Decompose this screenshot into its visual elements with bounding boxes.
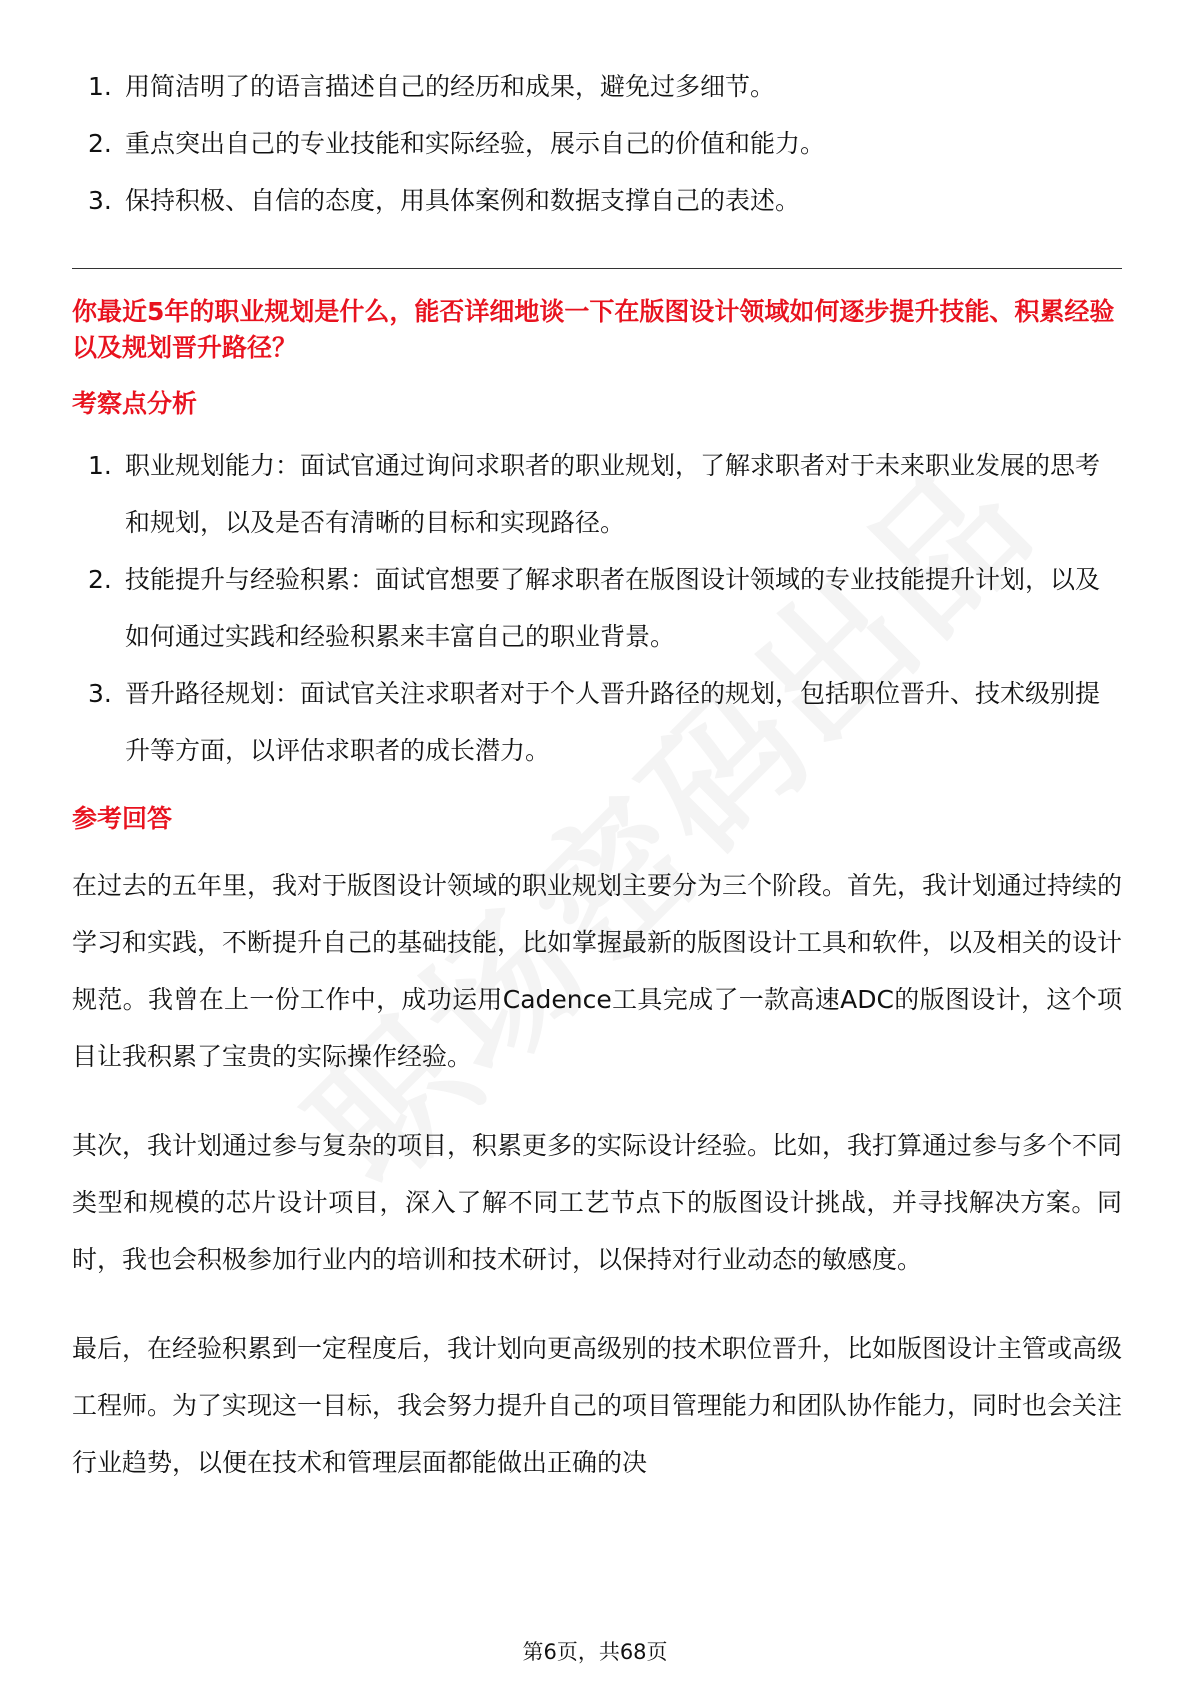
list-item — [72, 437, 1122, 551]
list-text: 重点突出自己的专业技能和实际经验，展示自己的价值和能力。 — [125, 129, 826, 158]
list-item — [72, 115, 1122, 172]
question-heading: 你最近5年的职业规划是什么，能否详细地谈一下在版图设计领域如何逐步提升技能、积累经验以及规划晋升路径？ — [72, 297, 1115, 362]
list-number: 3. — [88, 186, 112, 215]
intro-list — [72, 58, 1122, 229]
page-content — [72, 58, 1122, 1491]
list-text: 用简洁明了的语言描述自己的经历和成果，避免过多细节。 — [125, 72, 776, 101]
list-number: 2. — [88, 129, 112, 158]
list-text: 技能提升与经验积累：面试官想要了解求职者在版图设计领域的专业技能提升计划，以及如何通过实践和经验积累来丰富自己的职业背景。 — [125, 565, 1101, 651]
list-number: 3. — [88, 679, 112, 708]
list-number: 1. — [88, 72, 112, 101]
list-number: 1. — [88, 451, 112, 480]
analysis-list — [72, 437, 1122, 779]
analysis-heading: 考察点分析 — [72, 389, 198, 418]
list-text: 职业规划能力：面试官通过询问求职者的职业规划，了解求职者对于未来职业发展的思考和规划，以及是否有清晰的目标和实现路径。 — [125, 451, 1101, 537]
list-item — [72, 58, 1122, 115]
list-text: 晋升路径规划：面试官关注求职者对于个人晋升路径的规划，包括职位晋升、技术级别提升等方面，以评估求职者的成长潜力。 — [125, 679, 1101, 765]
answer-paragraph: 其次，我计划通过参与复杂的项目，积累更多的实际设计经验。比如，我打算通过参与多个不同类型和规模的芯片设计项目，深入了解不同工艺节点下的版图设计挑战，并寻找解决方案。同时，我也会积极参加行业内的培训和技术研讨，以保持对行业动态的敏感度。 — [72, 1131, 1123, 1274]
list-item — [72, 551, 1122, 665]
list-text: 保持积极、自信的态度，用具体案例和数据支撑自己的表述。 — [125, 186, 801, 215]
section-divider — [72, 268, 1122, 269]
answer-paragraph: 最后，在经验积累到一定程度后，我计划向更高级别的技术职位晋升，比如版图设计主管或高级工程师。为了实现这一目标，我会努力提升自己的项目管理能力和团队协作能力，同时也会关注行业趋势，以便在技术和管理层面都能做出正确的决 — [72, 1334, 1123, 1477]
list-number: 2. — [88, 565, 112, 594]
list-item — [72, 172, 1122, 229]
page-number: 第6页，共68页 — [522, 1640, 668, 1664]
list-item — [72, 665, 1122, 779]
answer-heading: 参考回答 — [72, 804, 173, 833]
answer-paragraph: 在过去的五年里，我对于版图设计领域的职业规划主要分为三个阶段。首先，我计划通过持续的学习和实践，不断提升自己的基础技能，比如掌握最新的版图设计工具和软件，以及相关的设计规范。我曾在上一份工作中，成功运用Cadence工具完成了一款高速ADC的版图设计，这个项目让我积累了宝贵的实际操作经验。 — [72, 871, 1123, 1071]
